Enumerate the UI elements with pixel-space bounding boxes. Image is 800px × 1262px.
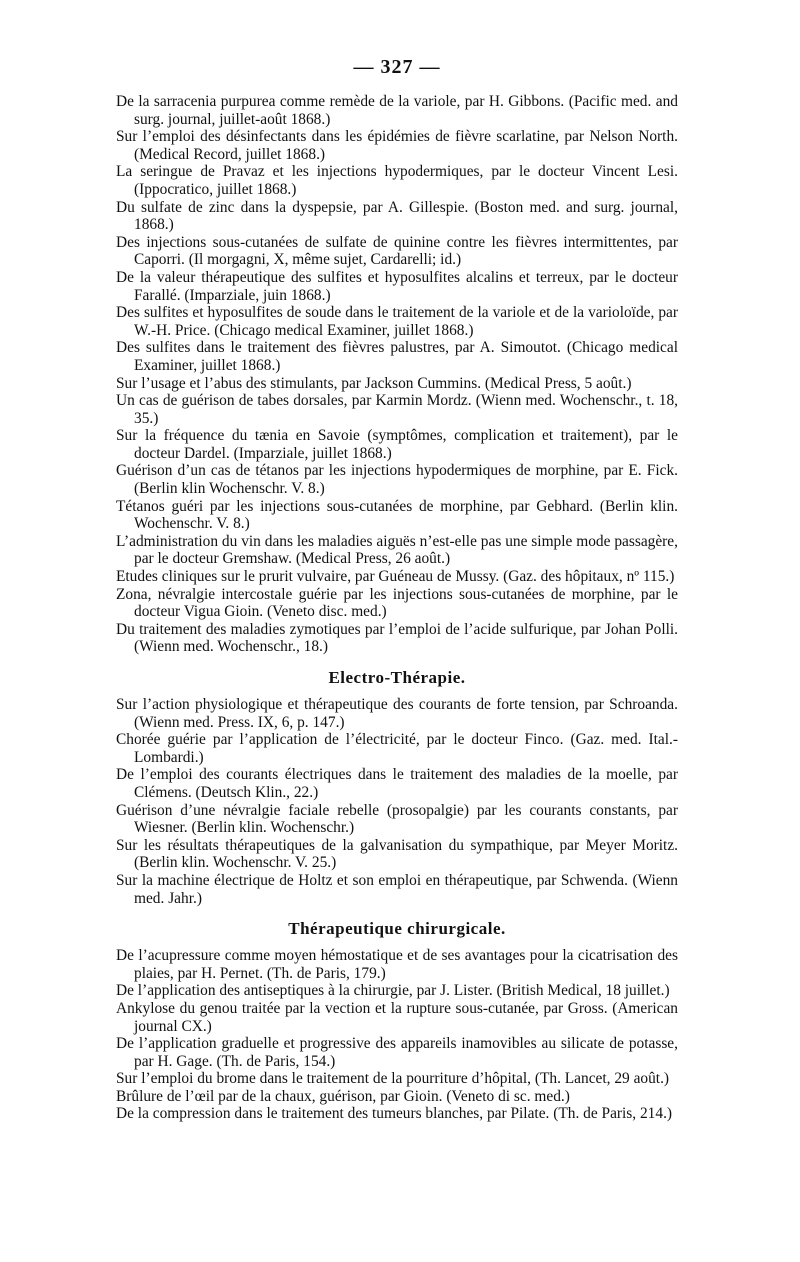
bibliography-entry: De la compression dans le traitement des tumeurs blanches, par Pilate. (Th. de Paris, 214.) — [116, 1105, 673, 1123]
bibliography-entry: Sur la fréquence du tænia en Savoie (symptômes, complication et traitement), par le docteur Dardel. (Imparziale, juillet 1868.) — [116, 427, 678, 462]
document-page — [116, 56, 678, 1123]
bibliography-entry: Du sulfate de zinc dans la dyspepsie, par A. Gillespie. (Boston med. and surg. journal, 1868.) — [116, 198, 678, 234]
bibliography-entry: Guérison d’une névralgie faciale rebelle (prosopalgie) par les courants constants, par Wiesner. (Berlin klin. Wochenschr.) — [116, 801, 678, 837]
bibliography-entry: L’administration du vin dans les maladies aiguës n’est-elle pas une simple mode passagère, par le docteur Gremshaw. (Medical Press, 26 août.) — [116, 532, 678, 568]
bibliography-entry: Sur l’emploi des désinfectants dans les épidémies de fièvre scarlatine, par Nelson North. (Medical Record, juillet 1868.) — [116, 128, 678, 163]
bibliography-entry: Sur l’emploi du brome dans le traitement de la pourriture d’hôpital, (Th. Lancet, 29 août.) — [116, 1070, 670, 1088]
bibliography-section-electro-therapie — [116, 696, 678, 907]
bibliography-section-therapeutique-chirurgicale — [116, 947, 678, 1123]
bibliography-entry: Brûlure de l’œil par de la chaux, guérison, par Gioin. (Veneto di sc. med.) — [116, 1087, 570, 1105]
bibliography-entry: Des sulfites et hyposulfites de soude dans le traitement de la variole et de la varioloïde, par W.-H. Price. (Chicago medical Examiner, juillet 1868.) — [116, 304, 678, 339]
bibliography-entry: De la valeur thérapeutique des sulfites et hyposulfites alcalins et terreux, par le docteur Farallé. (Imparziale, juin 1868.) — [116, 268, 678, 304]
bibliography-entry: De l’acupressure comme moyen hémostatique et de ses avantages pour la cicatrisation des plaies, par H. Pernet. (Th. de Paris, 179.) — [116, 947, 678, 982]
section-title-electro-therapie: Electro-Thérapie. — [328, 668, 466, 687]
bibliography-entry: Du traitement des maladies zymotiques par l’emploi de l’acide sulfurique, par Johan Polli. (Wienn med. Wochenschr., 18.) — [116, 620, 678, 656]
bibliography-entry: Chorée guérie par l’application de l’électricité, par le docteur Finco. (Gaz. med. Ital.-Lombardi.) — [116, 731, 678, 766]
bibliography-entry: Sur l’usage et l’abus des stimulants, par Jackson Cummins. (Medical Press, 5 août.) — [116, 374, 632, 392]
bibliography-entry: Ankylose du genou traitée par la vection et la rupture sous-cutanée, par Gross. (American journal CX.) — [116, 999, 678, 1035]
bibliography-entry: Un cas de guérison de tabes dorsales, par Karmin Mordz. (Wienn med. Wochenschr., t. 18, 35.) — [116, 392, 678, 427]
bibliography-entry: Des injections sous-cutanées de sulfate de quinine contre les fièvres intermittentes, par Caporri. (Il morgagni, X, même sujet, Cardarelli; id.) — [116, 233, 678, 269]
bibliography-entry: Tétanos guéri par les injections sous-cutanées de morphine, par Gebhard. (Berlin klin. Wochenschr. V. 8.) — [116, 497, 678, 533]
bibliography-entry: Etudes cliniques sur le prurit vulvaire, par Guéneau de Mussy. (Gaz. des hôpitaux, nº 115.) — [116, 568, 675, 586]
bibliography-section-general — [116, 93, 678, 656]
bibliography-entry: Sur l’action physiologique et thérapeutique des courants de forte tension, par Schroanda. (Wienn med. Press. IX, 6, p. 147.) — [116, 696, 678, 731]
bibliography-entry: La seringue de Pravaz et les injections hypodermiques, par le docteur Vincent Lesi. (Ippocratico, juillet 1868.) — [116, 163, 678, 198]
bibliography-entry: De l’application graduelle et progressive des appareils inamovibles au silicate de potasse, par H. Gage. (Th. de Paris, 154.) — [116, 1035, 678, 1070]
bibliography-entry: De l’application des antiseptiques à la chirurgie, par J. Lister. (British Medical, 18 juillet.) — [116, 982, 670, 1000]
bibliography-entry: De l’emploi des courants électriques dans le traitement des maladies de la moelle, par Clémens. (Deutsch Klin., 22.) — [116, 766, 678, 801]
bibliography-entry: Sur la machine électrique de Holtz et son emploi en thérapeutique, par Schwenda. (Wienn med. Jahr.) — [116, 871, 678, 907]
bibliography-entry: Guérison d’un cas de tétanos par les injections hypodermiques de morphine, par E. Fick. (Berlin klin Wochenschr. V. 8.) — [116, 462, 678, 498]
bibliography-entry: Des sulfites dans le traitement des fièvres palustres, par A. Simoutot. (Chicago medical Examiner, juillet 1868.) — [116, 339, 678, 374]
page-number: — 327 — — [353, 56, 441, 78]
bibliography-entry: Zona, névralgie intercostale guérie par les injections sous-cutanées de morphine, par le docteur Vigua Gioin. (Veneto disc. med.) — [116, 585, 678, 621]
section-title-therapeutique-chirurgicale: Thérapeutique chirurgicale. — [288, 919, 506, 939]
bibliography-entry: Sur les résultats thérapeutiques de la galvanisation du sympathique, par Meyer Moritz. (Berlin klin. Wochenschr. V. 25.) — [116, 836, 678, 872]
bibliography-entry: De la sarracenia purpurea comme remède de la variole, par H. Gibbons. (Pacific med. and surg. journal, juillet-août 1868.) — [116, 93, 678, 128]
